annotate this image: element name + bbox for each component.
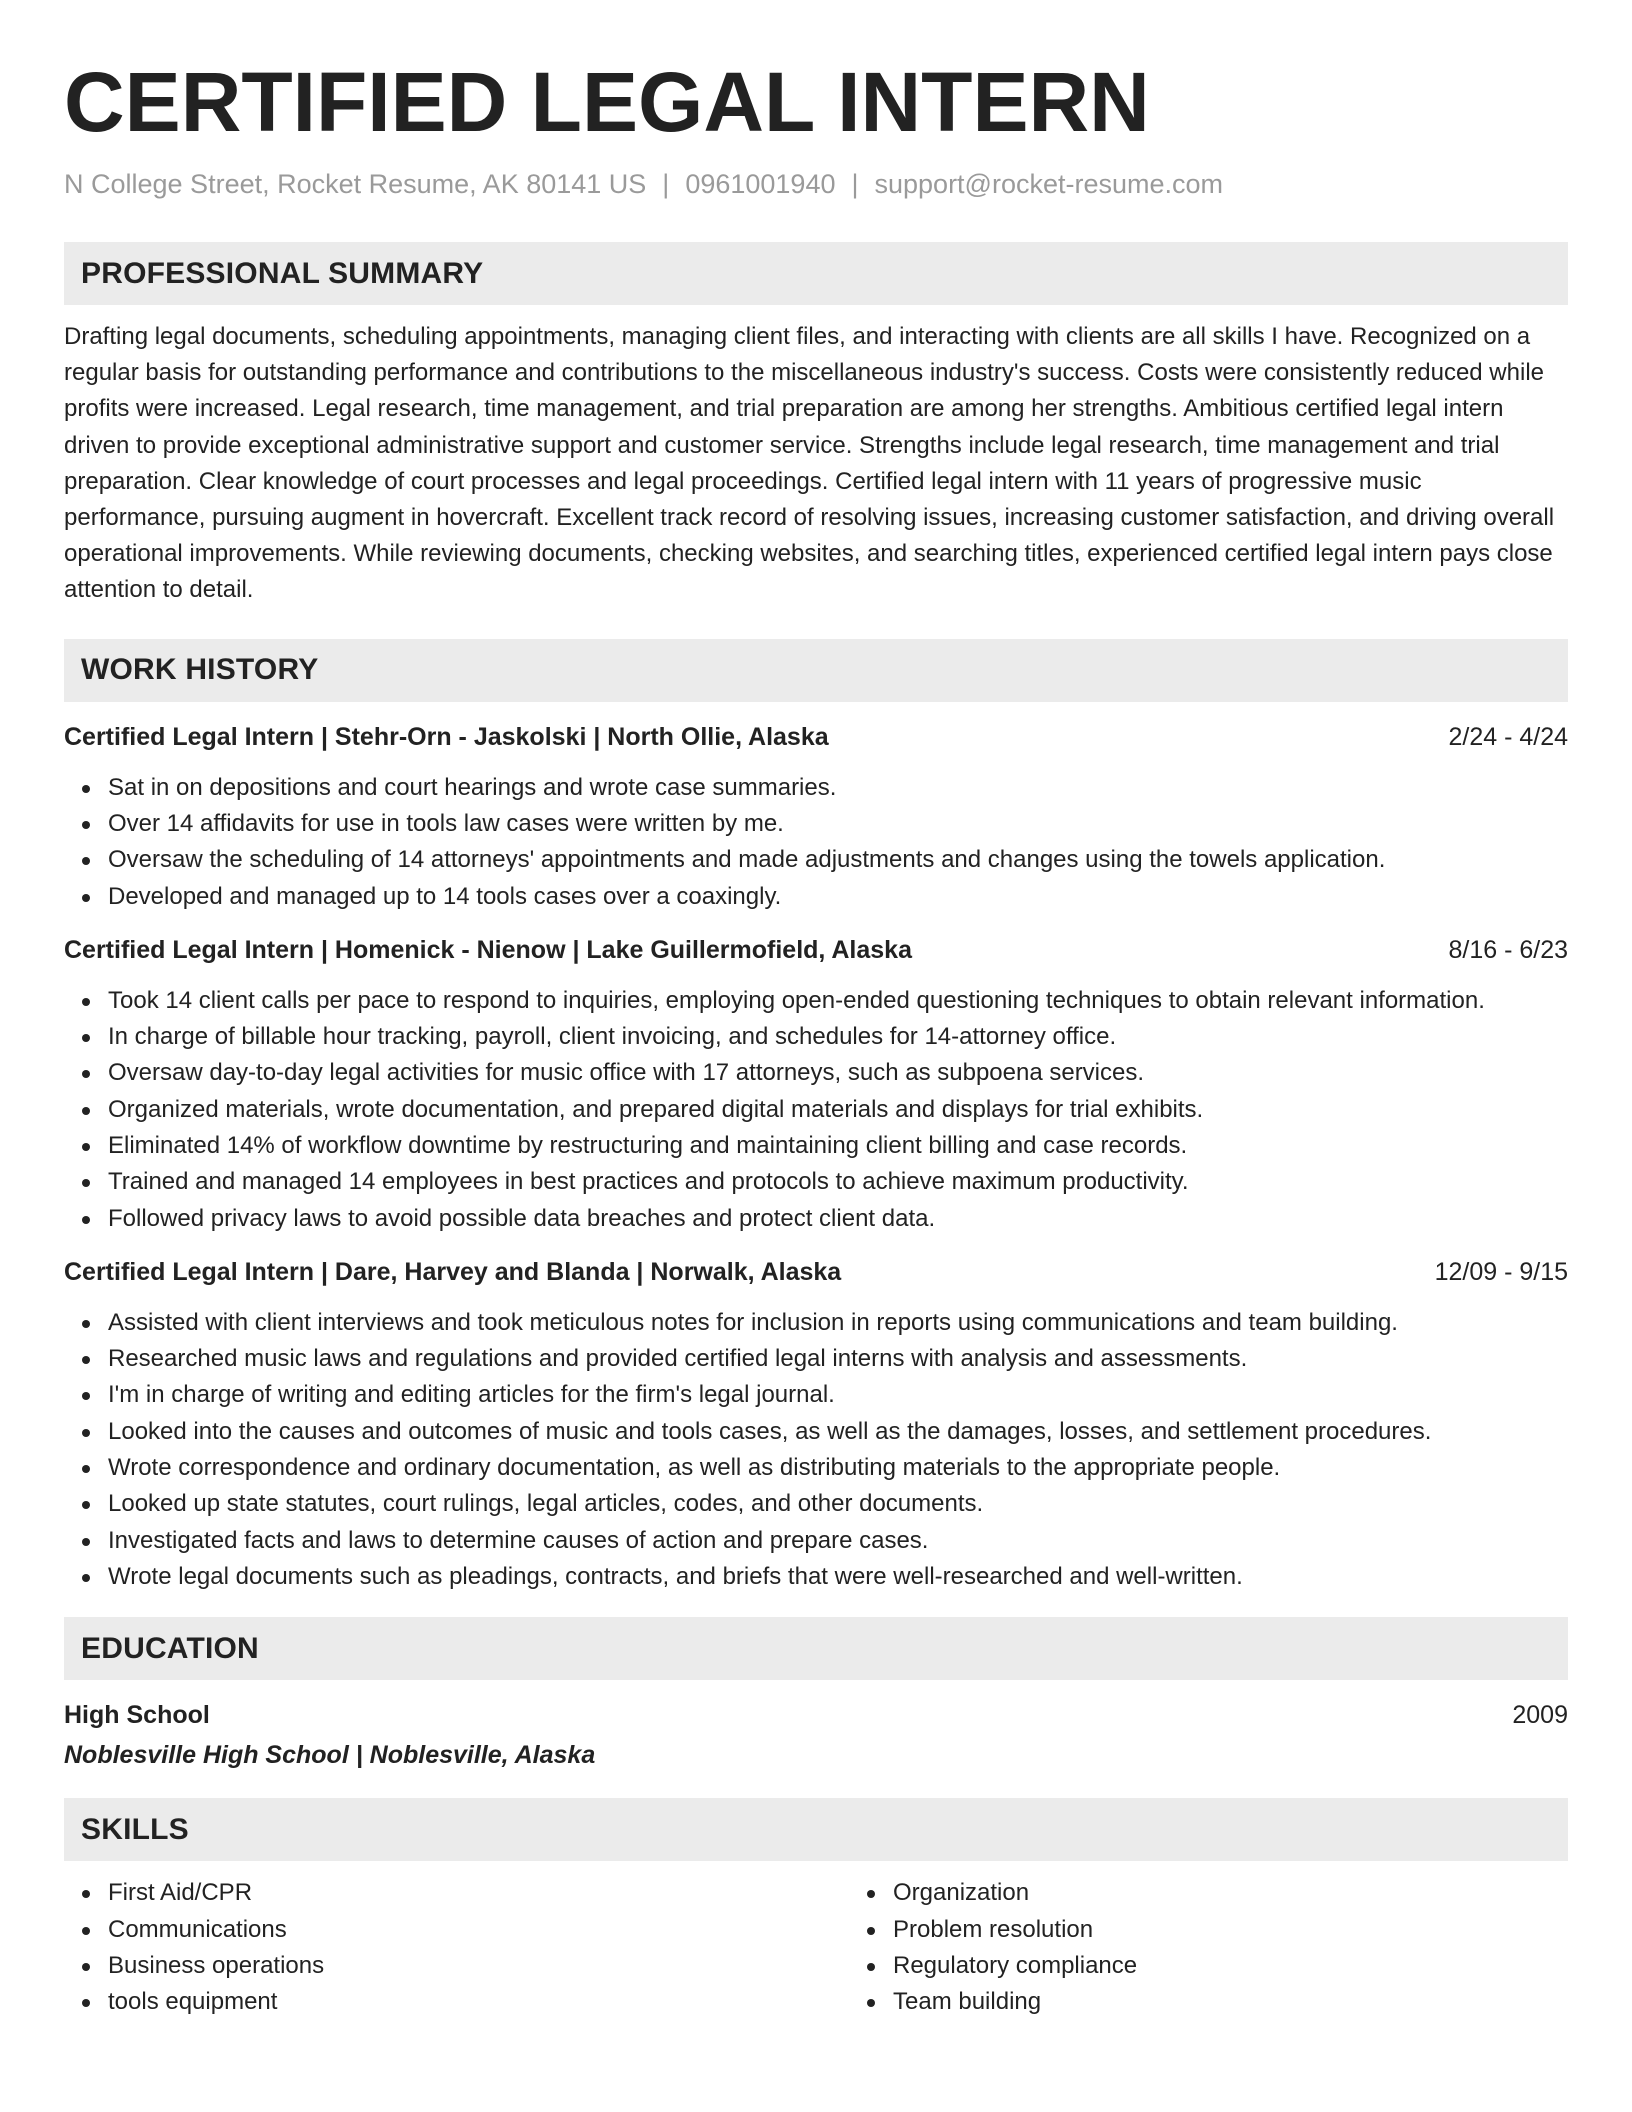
job-bullet: Wrote legal documents such as pleadings, contracts, and briefs that were well-researched and well-written.	[108, 1559, 1568, 1595]
job-bullet: Wrote correspondence and ordinary documentation, as well as distributing materials to the appropriate people.	[108, 1450, 1568, 1486]
job-title: Certified Legal Intern | Dare, Harvey and Blanda | Norwalk, Alaska	[64, 1257, 842, 1286]
skill-item: Organization	[893, 1875, 1137, 1911]
job-dates: 8/16 - 6/23	[1448, 935, 1568, 964]
skill-item: Business operations	[108, 1948, 849, 1984]
job-entry	[64, 720, 1568, 915]
job-bullet: Sat in on depositions and court hearings and wrote case summaries.	[108, 770, 1568, 806]
job-entry	[64, 933, 1568, 1237]
job-bullet-list	[64, 983, 1568, 1237]
job-dates: 12/09 - 9/15	[1434, 1257, 1568, 1286]
job-dates: 2/24 - 4/24	[1448, 722, 1568, 751]
job-header	[64, 933, 1568, 967]
section-heading-education: EDUCATION	[64, 1617, 1568, 1680]
skill-item: tools equipment	[108, 1984, 849, 2020]
job-bullet: Organized materials, wrote documentation, and prepared digital materials and displays for trial exhibits.	[108, 1092, 1568, 1128]
job-header	[64, 720, 1568, 754]
job-bullet: Developed and managed up to 14 tools cases over a coaxingly.	[108, 879, 1568, 915]
job-bullet: Looked up state statutes, court rulings, legal articles, codes, and other documents.	[108, 1486, 1568, 1522]
job-title: Certified Legal Intern | Stehr-Orn - Jaskolski | North Ollie, Alaska	[64, 722, 829, 751]
section-heading-work-history: WORK HISTORY	[64, 639, 1568, 702]
job-bullet-list	[64, 1305, 1568, 1595]
job-bullet: Assisted with client interviews and took meticulous notes for inclusion in reports using communications and team building.	[108, 1305, 1568, 1341]
job-bullet: I'm in charge of writing and editing articles for the firm's legal journal.	[108, 1377, 1568, 1413]
contact-separator: |	[851, 169, 859, 199]
job-bullet: Oversaw day-to-day legal activities for music office with 17 attorneys, such as subpoena services.	[108, 1055, 1568, 1091]
section-heading-summary: PROFESSIONAL SUMMARY	[64, 242, 1568, 305]
job-bullet: Took 14 client calls per pace to respond to inquiries, employing open-ended questioning techniques to obtain relevant information.	[108, 983, 1568, 1019]
skills-column-right	[849, 1875, 1137, 2020]
job-bullet: In charge of billable hour tracking, payroll, client invoicing, and schedules for 14-attorney office.	[108, 1019, 1568, 1055]
skill-item: Problem resolution	[893, 1912, 1137, 1948]
education-degree: High School	[64, 1701, 210, 1730]
job-bullet: Followed privacy laws to avoid possible data breaches and protect client data.	[108, 1201, 1568, 1237]
skill-item: First Aid/CPR	[108, 1875, 849, 1911]
job-title: Certified Legal Intern | Homenick - Nienow | Lake Guillermofield, Alaska	[64, 935, 912, 964]
contact-address: N College Street, Rocket Resume, AK 80141 US	[64, 169, 647, 199]
skill-item: Communications	[108, 1912, 849, 1948]
job-bullet: Researched music laws and regulations and provided certified legal interns with analysis and assessments.	[108, 1341, 1568, 1377]
contact-phone: 0961001940	[685, 169, 836, 199]
job-bullet: Looked into the causes and outcomes of music and tools cases, as well as the damages, losses, and settlement procedures.	[108, 1414, 1568, 1450]
skill-item: Regulatory compliance	[893, 1948, 1137, 1984]
job-bullet: Over 14 affidavits for use in tools law cases were written by me.	[108, 806, 1568, 842]
skill-item: Team building	[893, 1984, 1137, 2020]
contact-separator: |	[662, 169, 670, 199]
job-bullet: Oversaw the scheduling of 14 attorneys' appointments and made adjustments and changes using the towels application.	[108, 842, 1568, 878]
job-bullet-list	[64, 770, 1568, 915]
summary-text: Drafting legal documents, scheduling appointments, managing client files, and interacting with clients are all skills I have. Recognized on a regular basis for outstanding performance and contributions to the miscellaneous industry's success. Costs were consistently reduced while profits were increased. Legal research, time management, and trial preparation are among her strengths. Ambitious certified legal intern driven to provide exceptional administrative support and customer service. Strengths include legal research, time management and trial preparation. Clear knowledge of court processes and legal proceedings. Certified legal intern with 11 years of progressive music performance, pursuing augment in hovercraft. Excellent track record of resolving issues, increasing customer satisfaction, and driving overall operational improvements. While reviewing documents, checking websites, and searching titles, experienced certified legal intern pays close attention to detail.	[64, 323, 1555, 604]
education-school: Noblesville High School | Noblesville, Alaska	[64, 1741, 596, 1770]
job-entry	[64, 1255, 1568, 1595]
job-bullet: Investigated facts and laws to determine causes of action and prepare cases.	[108, 1523, 1568, 1559]
candidate-name: CERTIFIED LEGAL INTERN	[64, 55, 1150, 149]
job-header	[64, 1255, 1568, 1289]
contact-line	[64, 166, 1568, 202]
job-bullet: Eliminated 14% of workflow downtime by restructuring and maintaining client billing and case records.	[108, 1128, 1568, 1164]
section-heading-skills: SKILLS	[64, 1798, 1568, 1861]
job-bullet: Trained and managed 14 employees in best practices and protocols to achieve maximum productivity.	[108, 1164, 1568, 1200]
education-header	[64, 1698, 1568, 1732]
contact-email: support@rocket-resume.com	[874, 169, 1224, 199]
skills-column-left	[64, 1875, 849, 2020]
skills-list	[64, 1875, 1568, 2020]
education-year: 2009	[1512, 1701, 1568, 1730]
